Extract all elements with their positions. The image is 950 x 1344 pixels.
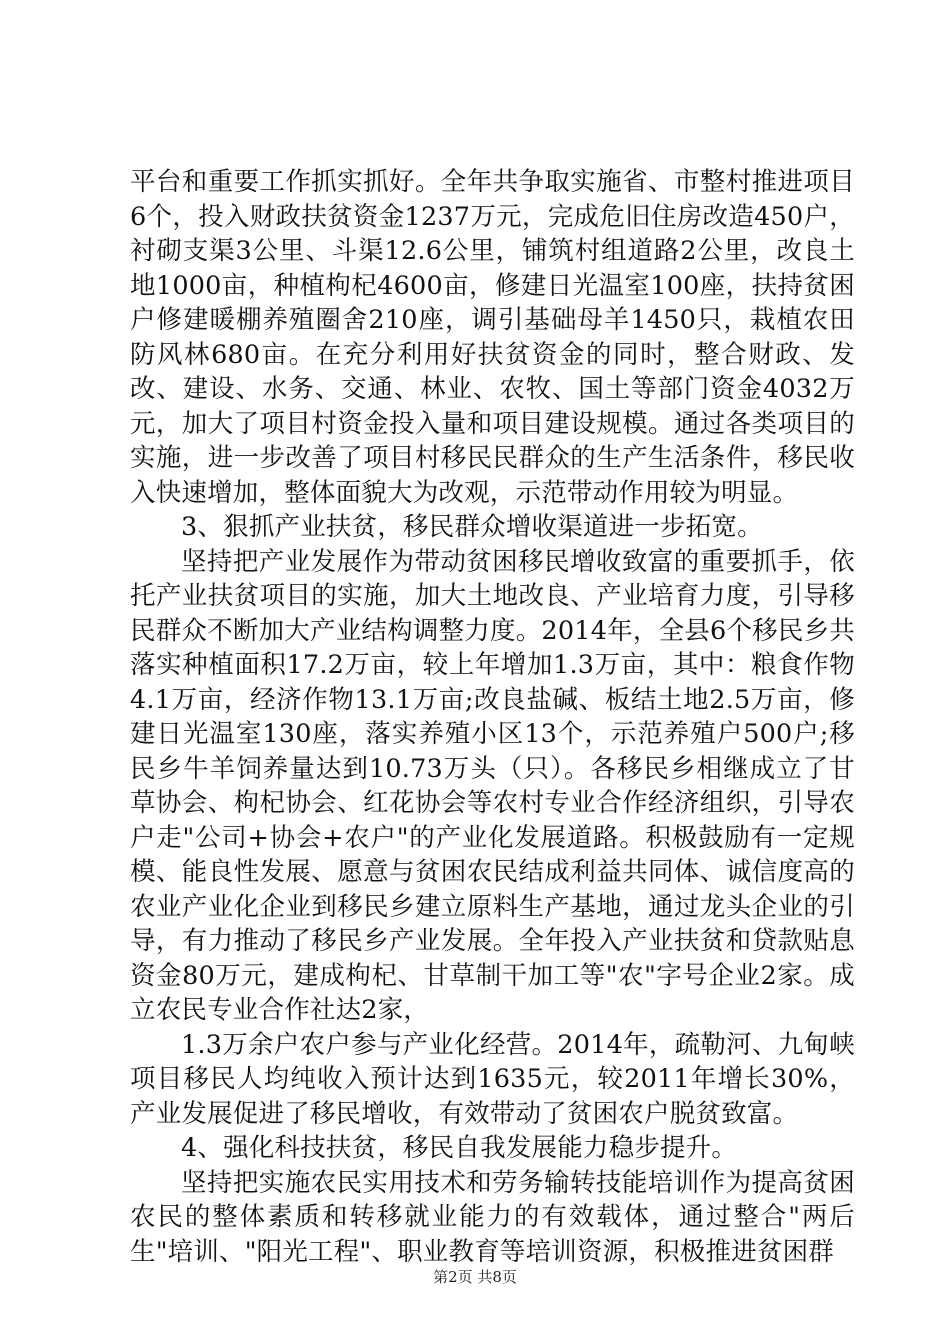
section-heading-3: 3、狠抓产业扶贫，移民群众增收渠道进一步拓宽。 xyxy=(181,512,763,542)
paragraph-1: 平台和重要工作抓实抓好。全年共争取实施省、市整村推进项目6个，投入财政扶贫资金1237万元，完成危旧住房改造450户，衬砌支渠3公里、斗渠12.6公里，铺筑村组道路2公里，改良土地1000亩，种植枸杞4600亩，修建日光温室100座，扶持贫困户修建暖棚养殖圈舍210座，调引基础母羊1450只，栽植农田防风林680亩。在充分利用好扶贫资金的同时，整合财政、发改、建设、水务、交通、林业、农牧、国土等部门资金4032万元，加大了项目村资金投入量和项目建设规模。通过各类项目的实施，进一步改善了项目村移民民群众的生产生活条件，移民收入快速增加，整体面貌大为改观，示范带动作用较为明显。 xyxy=(130,167,855,508)
paragraph-6: 坚持把实施农民实用技术和劳务输转技能培训作为提高贫困农民的整体素质和转移就业能力的有效载体，通过整合"两后生"培训、"阳光工程"、职业教育等培训资源，积极推进贫困群 xyxy=(130,1167,855,1267)
document-body xyxy=(130,165,855,1269)
paragraph-3: 坚持把产业发展作为带动贫困移民增收致富的重要抓手，依托产业扶贫项目的实施，加大土地改良、产业培育力度，引导移民群众不断加大产业结构调整力度。2014年，全县6个移民乡共落实种植面积17.2万亩，较上年增加1.3万亩，其中：粮食作物4.1万亩，经济作物13.1万亩;改良盐碱、板结土地2.5万亩，修建日光温室130座，落实养殖小区13个，示范养殖户500户;移民乡牛羊饲养量达到10.73万头（只）。各移民乡相继成立了甘草协会、枸杞协会、红花协会等农村专业合作经济组织，引导农户走"公司+协会+农户"的产业化发展道路。积极鼓励有一定规模、能良性发展、愿意与贫困农民结成利益共同体、诚信度高的农业产业化企业到移民乡建立原料生产基地，通过龙头企业的引导，有力推动了移民乡产业发展。全年投入产业扶贫和贷款贴息资金80万元，建成枸杞、甘草制干加工等"农"字号企业2家。成立农民专业合作社达2家， xyxy=(130,546,855,1025)
paragraph-4: 1.3万余户农户参与产业化经营。2014年，疏勒河、九甸峡项目移民人均纯收入预计达到1635元，较2011年增长30%，产业发展促进了移民增收，有效带动了贫困农户脱贫致富。 xyxy=(130,1029,855,1129)
section-heading-4: 4、强化科技扶贫，移民自我发展能力稳步提升。 xyxy=(181,1133,738,1163)
page-number-footer: 第2页 共8页 xyxy=(433,1268,517,1286)
